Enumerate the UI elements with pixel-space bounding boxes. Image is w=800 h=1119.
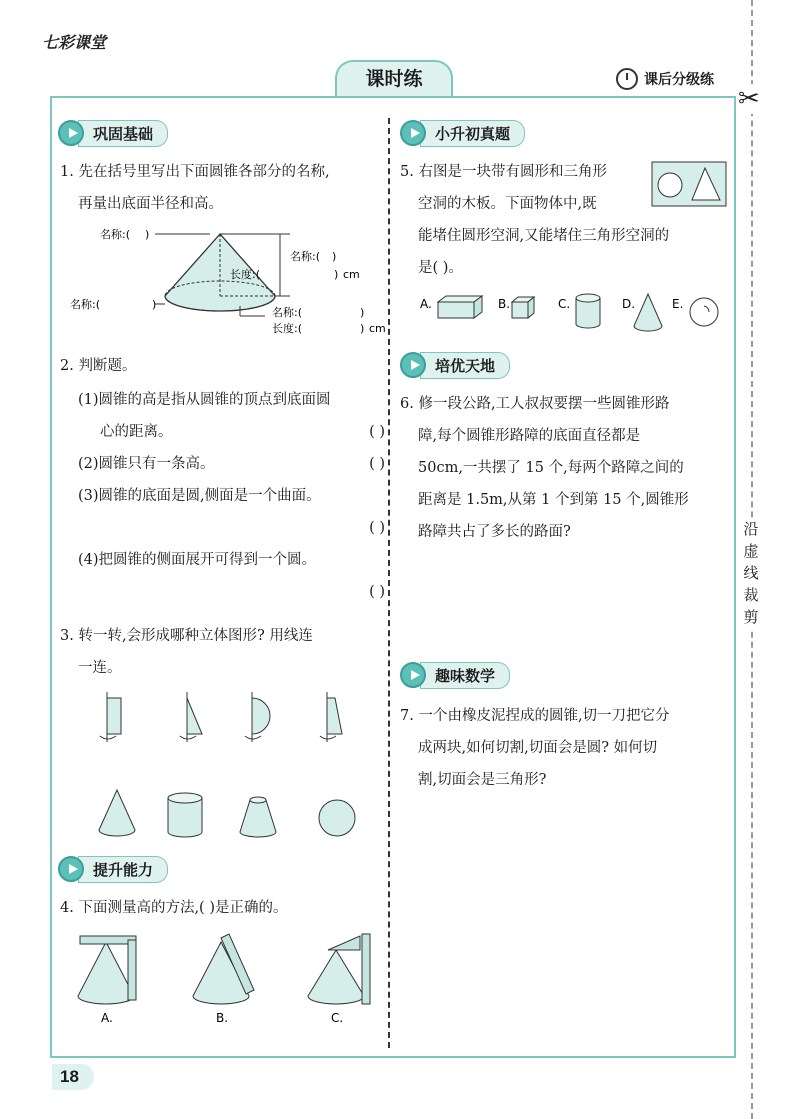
q2-item-4-answer-row (60, 576, 385, 608)
section-improve (58, 856, 168, 882)
q1-unit-radius: cm (369, 322, 386, 335)
question-3 (60, 620, 385, 684)
flat-semicircle-shape (245, 692, 270, 742)
q2-answer-1: ( ) (369, 424, 385, 440)
question-4 (60, 892, 385, 924)
question-2 (60, 350, 385, 608)
q1-unit-height: cm (343, 268, 360, 281)
solid-cylinder (168, 793, 202, 837)
q2-item-3-answer-row (60, 512, 385, 544)
flat-rectangle-shape (100, 692, 121, 742)
q1-close-base: ) (152, 298, 157, 311)
subtitle-text: 课后分级练 (644, 72, 714, 88)
q1-close-len-radius: ) (360, 322, 365, 335)
option-d-cone (634, 294, 662, 331)
play-icon (58, 856, 84, 882)
q5-option-b: B. (498, 297, 511, 311)
q2-item-3: (3)圆锥的底面是圆,侧面是一个曲面。 (78, 488, 321, 504)
option-a-cuboid (438, 296, 482, 318)
play-icon (58, 120, 84, 146)
section-exam (400, 120, 525, 146)
height-measurement-figure (66, 930, 376, 1030)
q7-line1: 7. 一个由橡皮泥捏成的圆锥,切一刀把它分 (400, 708, 670, 724)
question-6 (400, 388, 730, 548)
option-c-figure (308, 934, 370, 1004)
play-icon (400, 352, 426, 378)
flat-trapezoid-shape (320, 692, 342, 742)
board-with-holes-figure (650, 160, 730, 208)
brand-logo: 七彩课堂 (42, 33, 107, 52)
section-improve-label: 提升能力 (78, 856, 168, 883)
q4-text: 4. 下面测量高的方法,( )是正确的。 (60, 900, 288, 916)
q5-option-e: E. (672, 297, 684, 311)
option-b-figure (193, 934, 254, 1004)
rotation-matching-figure (90, 690, 380, 850)
q6-line4: 距离是 1.5m,从第 1 个到第 15 个,圆锥形 (418, 492, 689, 508)
section-advanced-label: 培优天地 (420, 352, 510, 379)
q1-len-height: 长度:( (230, 268, 260, 281)
page-number: 18 (52, 1064, 94, 1090)
q4-option-c: C. (331, 1011, 344, 1025)
q5-option-d: D. (622, 297, 636, 311)
section-advanced (400, 352, 510, 378)
page-title: 课时练 (335, 60, 453, 96)
q2-item-2-text: (2)圆锥只有一条高。 (78, 456, 215, 472)
q7-line3: 割,切面会是三角形? (418, 772, 547, 788)
q2-item-2 (60, 448, 385, 480)
q5-options-figure (420, 292, 720, 337)
q2-item-1-text: 心的距离。 (100, 424, 173, 440)
q1-close-radius: ) (360, 306, 365, 319)
cut-instruction: 沿虚线裁剪 (737, 518, 765, 628)
play-icon (400, 662, 426, 688)
q1-name-height: 名称:( (290, 250, 320, 263)
q2-item-4: (4)把圆锥的侧面展开可得到一个圆。 (78, 552, 317, 568)
q1-line2: 再量出底面半径和高。 (78, 196, 223, 212)
q2-item-1-cont (60, 416, 385, 448)
q1-close-height: ) (332, 250, 337, 263)
q7-line2: 成两块,如何切割,切面会是圆? 如何切 (418, 740, 658, 756)
q5-line2: 空洞的木板。下面物体中,既 (418, 196, 597, 212)
q5-line1: 5. 右图是一块带有圆形和三角形 (400, 164, 607, 180)
q2-title: 2. 判断题。 (60, 358, 137, 374)
clock-icon (616, 68, 638, 90)
question-7 (400, 700, 730, 796)
q1-name-top: 名称:( (100, 228, 130, 241)
q6-line2: 障,每个圆锥形路障的底面直径都是 (418, 428, 641, 444)
section-exam-label: 小升初真题 (420, 120, 525, 147)
q2-item-1: (1)圆锥的高是指从圆锥的顶点到底面圆 (78, 392, 331, 408)
play-icon (400, 120, 426, 146)
q1-len-radius: 长度:( (272, 322, 302, 335)
q6-line5: 路障共占了多长的路面? (418, 524, 571, 540)
q2-answer-2: ( ) (369, 456, 385, 472)
cone-labeled-figure (60, 224, 390, 342)
section-basic-label: 巩固基础 (78, 120, 168, 147)
q1-close-len-height: ) (334, 268, 339, 281)
q4-option-b: B. (216, 1011, 229, 1025)
q6-line3: 50cm,一共摆了 15 个,每两个路障之间的 (418, 460, 684, 476)
q2-answer-3: ( ) (369, 520, 385, 536)
q6-line1: 6. 修一段公路,工人叔叔要摆一些圆锥形路 (400, 396, 670, 412)
q1-close-top: ) (145, 228, 150, 241)
q5-option-c: C. (558, 297, 571, 311)
section-fun-label: 趣味数学 (420, 662, 510, 689)
section-fun (400, 662, 510, 688)
option-a-figure (78, 936, 136, 1004)
option-b-cube (512, 297, 534, 318)
option-e-sphere (690, 298, 718, 326)
solid-cone (99, 790, 135, 836)
q5-line4: 是( )。 (418, 260, 463, 276)
q4-option-a: A. (101, 1011, 113, 1025)
q5-option-a: A. (420, 297, 432, 311)
q1-line1: 1. 先在括号里写出下面圆锥各部分的名称, (60, 164, 330, 180)
q1-name-radius: 名称:( (272, 306, 302, 319)
solid-sphere (319, 800, 355, 836)
flat-triangle-shape (180, 692, 202, 742)
scissors-icon: ✂ (738, 84, 760, 114)
q1-name-base: 名称:( (70, 298, 100, 311)
option-c-cylinder (576, 294, 600, 328)
page-subtitle (616, 68, 714, 90)
q2-answer-4: ( ) (369, 584, 385, 600)
q3-line1: 3. 转一转,会形成哪种立体图形? 用线连 (60, 628, 313, 644)
q5-line3: 能堵住圆形空洞,又能堵住三角形空洞的 (418, 228, 670, 244)
q3-line2: 一连。 (78, 660, 122, 676)
question-1 (60, 156, 385, 220)
solid-frustum (240, 797, 276, 837)
section-basic (58, 120, 168, 146)
